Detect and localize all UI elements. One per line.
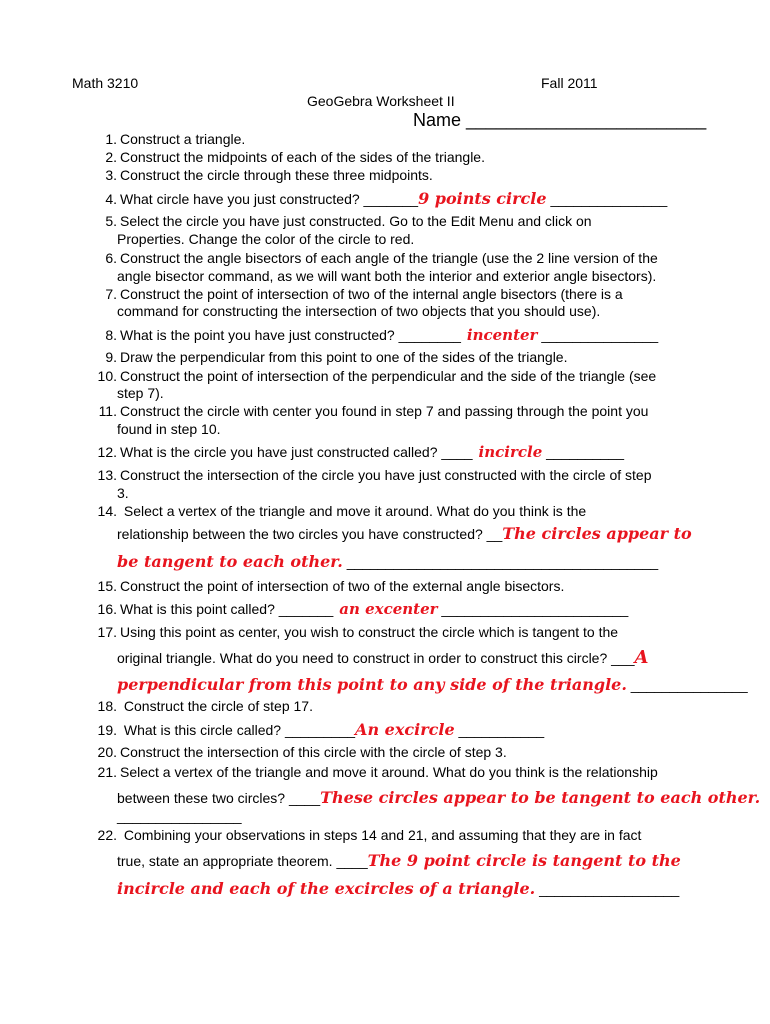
item-number: 8. [105,327,117,343]
item-number: 2. [105,149,117,165]
handwritten-answer: an excenter [339,600,438,618]
handwritten-answer: be tangent to each other. [117,552,343,571]
item-text: Construct the circle through these three midpoints. [120,167,433,183]
item-text: Construct a triangle. [120,131,246,147]
item-text: Draw the perpendicular from this point to one of the sides of the triangle. [120,349,568,365]
question-text: What is this point called? _______ [120,601,334,617]
item-text-continued: 3. [117,485,129,501]
item-number: 1. [105,131,117,147]
item-text: Construct the point of intersection of the perpendicular and the side of the triangle (see [120,368,657,384]
list-item [95,600,628,618]
item-text: Select the circle you have just constructed. Go to the Edit Menu and click on [120,213,592,229]
question-text: true, state an appropriate theorem. ____ [117,853,368,869]
list-item [95,250,658,266]
answer-blank: __________ [542,444,625,460]
course-label: Math 3210 [72,75,139,91]
item-text: Combining your observations in steps 14 and 21, and assuming that they are in fact [120,827,642,843]
question-text: What is the point you have just constructed? ________ [120,327,461,343]
item-number: 5. [105,213,117,229]
item-number: 15. [97,578,117,594]
item-number: 4. [105,191,117,207]
item-text: Select a vertex of the triangle and move it around. What do you think is the [120,503,587,519]
list-item [95,189,667,208]
item-text: Construct the midpoints of each of the sides of the triangle. [120,149,485,165]
item-number: 6. [105,250,117,266]
question-text: What is this circle called? _________ [120,722,356,738]
handwritten-answer: These circles appear to be tangent to each other. [320,788,761,807]
item-number: 12. [97,444,117,460]
list-item [95,503,586,519]
item-number: 9. [105,349,117,365]
item-text-continued [117,788,760,807]
item-text-continued [117,524,692,543]
item-text: Construct the point of intersection of two of the external angle bisectors. [120,578,565,594]
item-text: Construct the intersection of the circle you have just constructed with the circle of step [120,467,652,483]
handwritten-answer: incircle [478,443,543,461]
list-item [95,827,641,843]
list-item [95,720,544,739]
answer-blank: ________________ [117,808,242,824]
name-label: Name [413,110,462,130]
handwritten-answer: A [634,647,649,668]
item-text-continued: Properties. Change the color of the circle to red. [117,231,415,247]
list-item [95,213,592,229]
item-number: 7. [105,286,117,302]
handwritten-answer: The 9 point circle is tangent to the [367,851,681,870]
answer-blank: ________________________________________ [342,554,659,570]
list-item [95,326,658,344]
name-field [413,110,706,131]
list-item [95,131,245,147]
name-blank: ________________________ [466,110,707,130]
item-text-continued [117,851,681,870]
item-text: Select a vertex of the triangle and move it around. What do you think is the relationship [120,764,658,780]
question-text: relationship between the two circles you have constructed? __ [117,526,503,542]
handwritten-answer: The circles appear to [502,524,692,543]
handwritten-answer: incenter [466,326,538,344]
answer-blank: _______________ [537,327,659,343]
list-item [95,349,567,365]
list-item [95,286,623,302]
item-text: Construct the circle of step 17. [120,698,313,714]
item-text: Construct the angle bisectors of each angle of the triangle (use the 2 line version of the [120,250,658,266]
list-item [95,764,658,780]
answer-blank: _______________ [626,677,748,693]
list-item [95,443,624,461]
item-text-continued [117,675,748,694]
item-number: 20. [97,744,117,760]
item-text: Construct the intersection of this circle with the circle of step 3. [120,744,507,760]
handwritten-answer: incircle and each of the excircles of a triangle. [117,879,536,898]
item-text-continued [117,552,658,571]
item-number: 17. [97,624,117,640]
list-item [95,578,564,594]
item-number: 13. [97,467,117,483]
item-number: 19. [97,722,117,738]
handwritten-answer: 9 points circle [418,189,547,208]
list-item [95,368,656,384]
answer-blank: _______________ [546,191,668,207]
list-item [95,467,651,483]
question-text: original triangle. What do you need to construct in order to construct this circle? ___ [117,650,635,666]
question-text: What is the circle you have just constructed called? ____ [120,444,473,460]
item-text-continued: found in step 10. [117,421,221,437]
item-number: 21. [97,764,117,780]
item-text: Construct the circle with center you found in step 7 and passing through the point you [120,403,649,419]
list-item [95,403,648,419]
item-number: 10. [97,368,117,384]
answer-blank: ________________________ [437,601,629,617]
item-text-continued: angle bisector command, as we will want both the interior and exterior angle bisectors). [117,268,657,284]
item-number: 22. [97,827,117,843]
item-text-continued: command for constructing the intersection of two objects that you should use). [117,303,601,319]
item-text: Using this point as center, you wish to construct the circle which is tangent to the [120,624,619,640]
item-text-continued [117,879,679,898]
list-item [95,149,485,165]
question-text: What circle have you just constructed? _______ [120,191,419,207]
handwritten-answer: perpendicular from this point to any side of the triangle. [117,675,627,694]
answer-blank: __________________ [535,881,680,897]
item-text: Construct the point of intersection of two of the internal angle bisectors (there is a [120,286,623,302]
list-item [95,698,313,714]
worksheet-title: GeoGebra Worksheet II [307,93,455,109]
answer-blank: ___________ [454,722,545,738]
item-number: 3. [105,167,117,183]
item-number: 18. [97,698,117,714]
item-number: 14. [97,503,117,519]
item-text-continued [117,647,648,668]
term-label: Fall 2011 [541,75,598,91]
list-item [95,744,507,760]
list-item [95,624,618,640]
handwritten-answer: An excircle [355,720,455,739]
item-text-continued: step 7). [117,385,164,401]
item-number: 16. [97,601,117,617]
question-text: between these two circles? ____ [117,790,321,806]
list-item [95,167,433,183]
item-number: 11. [98,403,117,419]
